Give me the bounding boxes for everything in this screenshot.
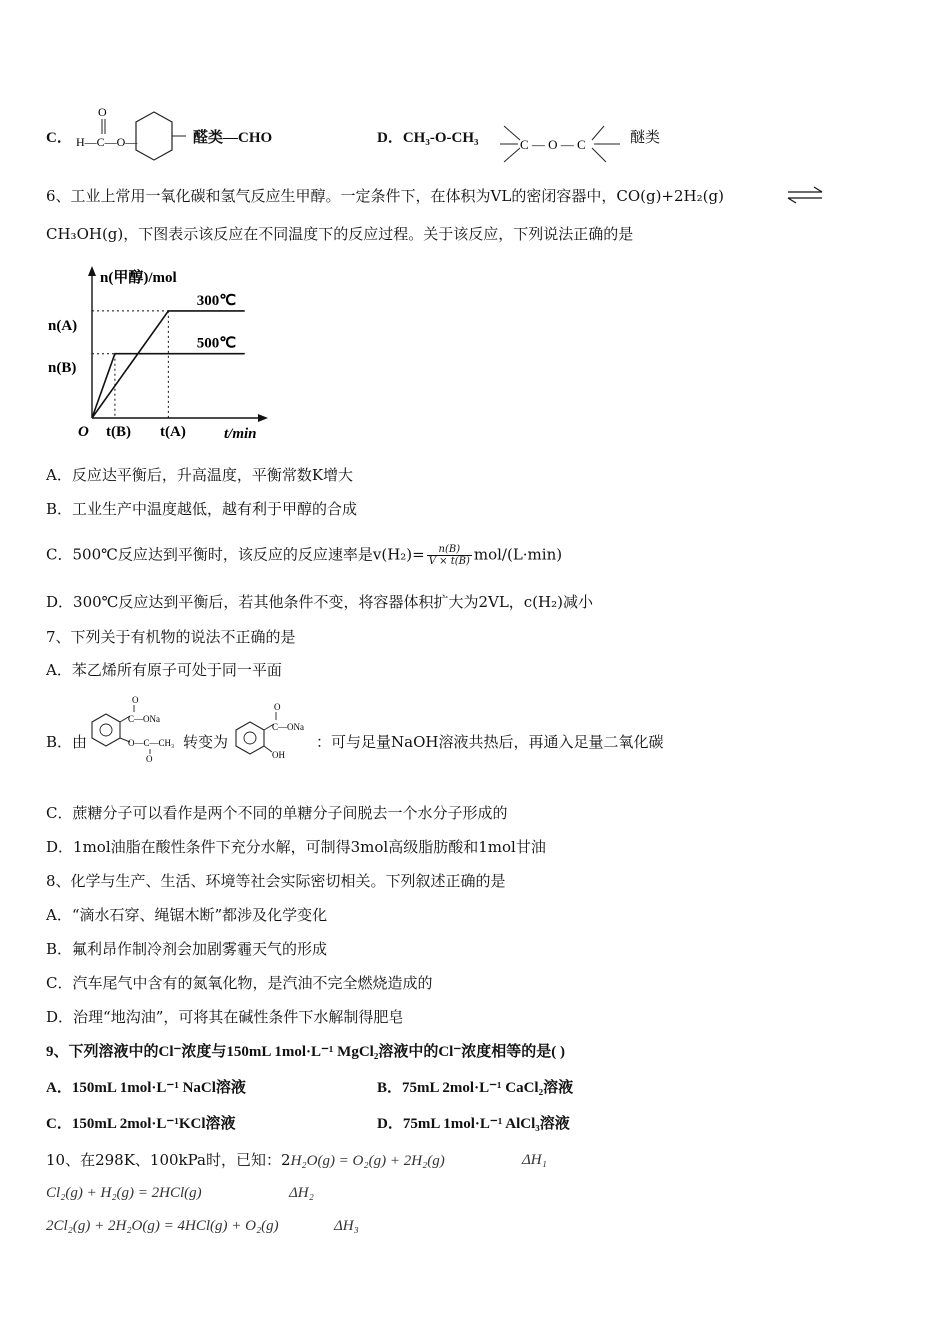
x-tick-t-b: t(B) — [106, 424, 131, 440]
q5-c-letter: C． — [46, 130, 72, 146]
formate-oxygen-label: O — [98, 105, 107, 119]
q6-option-c: C．500℃反应达到平衡时，该反应的反应速率是v(H₂)= $\frac{n(B)}{V \times t(B)}$ mol/(L·min) — [46, 544, 563, 567]
svg-text:O: O — [146, 754, 153, 764]
q10-dh3: ΔH₃ — [334, 1218, 359, 1234]
q8-option-a: A．“滴水石穿、绳锯木断”都涉及化学变化 — [46, 906, 328, 924]
q10-eq1: H₂O(g) = O₂(g) + 2H₂(g) — [290, 1153, 445, 1169]
q8-option-c: C．汽车尾气中含有的氮氧化物，是汽油不完全燃烧造成的 — [46, 974, 433, 992]
formate-structure-diagram — [72, 100, 192, 170]
y-axis-label: n(甲醇)/mol — [100, 270, 177, 286]
x-axis-arrow — [258, 414, 268, 422]
svg-text:O: O — [274, 702, 281, 712]
q7-option-d: D．1mol油脂在酸性条件下充分水解，可制得3mol高级脂肪酸和1mol甘油 — [46, 838, 546, 856]
q5-option-d — [377, 127, 479, 148]
q8-stem: 8、化学与生产、生活、环境等社会实际密切相关。下列叙述正确的是 — [46, 872, 506, 890]
q7-option-b-suffix: ：可与足量NaOH溶液共热后，再通入足量二氧化碳 — [316, 733, 664, 751]
q8-option-d: D．治理“地沟油”，可将其在碱性条件下水解制得肥皂 — [46, 1008, 404, 1026]
q6-option-d: D．300℃反应达到平衡后，若其他条件不变，将容器体积扩大为2VL，c(H₂)减小 — [46, 593, 593, 611]
rate-fraction: $\frac{n(B)}{V \times t(B)}$ — [428, 544, 470, 567]
q9-stem: 9、下列溶液中的Cl⁻浓度与150mL 1mol·L⁻¹ MgCl₂溶液中的Cl⁻浓度相等的是( ) — [46, 1044, 565, 1060]
x-tick-t-a: t(A) — [160, 424, 186, 440]
q10-eq2: Cl₂(g) + H₂(g) = 2HCl(g) — [46, 1185, 202, 1201]
equilibrium-arrow-icon — [786, 185, 826, 205]
q5-d-formula: CH₃-O-CH₃ — [402, 130, 479, 146]
svg-text:O: O — [132, 695, 139, 705]
q9-option-c: C．150mL 2mol·L⁻¹KCl溶液 — [46, 1116, 236, 1132]
y-tick-n-a: n(A) — [48, 318, 78, 334]
q8-option-b: B．氟利昂作制冷剂会加剧雾霾天气的形成 — [46, 940, 328, 958]
q5-c-label: 醛类—CHO — [193, 130, 273, 146]
q7-option-a: A．苯乙烯所有原子可处于同一平面 — [46, 661, 282, 679]
svg-text:C—ONa: C—ONa — [272, 722, 304, 732]
q10-dh2: ΔH₂ — [289, 1185, 314, 1201]
q6-stem-line2: CH₃OH(g)，下图表示该反应在不同温度下的反应过程。关于该反应，下列说法正确的是 — [46, 225, 634, 243]
svg-text:OH: OH — [272, 750, 285, 760]
methanol-chart — [44, 260, 284, 446]
q9-option-a: A．150mL 1mol·L⁻¹ NaCl溶液 — [46, 1080, 246, 1096]
q10-dh1: ΔH₁ — [522, 1152, 547, 1168]
q6-option-a: A．反应达平衡后，升高温度，平衡常数K增大 — [46, 466, 354, 484]
series-300c-label: 300℃ — [196, 292, 237, 309]
q5-d-letter: D． — [377, 130, 403, 146]
aspirin-sodium-structure — [88, 690, 184, 764]
y-tick-n-b: n(B) — [48, 360, 77, 376]
q5-d-label: 醚类 — [630, 128, 661, 146]
ether-chain-text: C — O — C — [520, 137, 586, 152]
q9-option-d: D．75mL 1mol·L⁻¹ AlCl₃溶液 — [377, 1116, 570, 1132]
q5-option-c — [46, 127, 72, 148]
q7-option-c: C．蔗糖分子可以看作是两个不同的单糖分子间脱去一个水分子形成的 — [46, 804, 508, 822]
q10-eq3: 2Cl₂(g) + 2H₂O(g) = 4HCl(g) + O₂(g) — [46, 1218, 279, 1234]
sodium-salicylate-structure — [232, 700, 318, 766]
formate-chain-text: H—C—O— — [76, 135, 138, 149]
x-axis-label: t/min — [224, 426, 257, 442]
origin-label: O — [78, 424, 89, 440]
q10-stem: 10、在298K、100kPa时，已知：2H₂O(g) = O₂(g) + 2H₂(g) — [46, 1151, 445, 1169]
svg-text:O—C—CH₃: O—C—CH₃ — [128, 738, 175, 748]
series-500c-label: 500℃ — [196, 335, 237, 352]
q6-option-b: B．工业生产中温度越低，越有利于甲醇的合成 — [46, 500, 358, 518]
q7-option-b-mid: 转变为 — [183, 733, 229, 751]
q7-stem: 7、下列关于有机物的说法不正确的是 — [46, 628, 296, 646]
svg-text:C—ONa: C—ONa — [128, 714, 160, 724]
ether-structure-diagram — [496, 118, 630, 168]
q7-option-b-prefix: B．由 — [46, 733, 88, 751]
y-axis-arrow — [88, 266, 96, 276]
q9-option-b: B．75mL 2mol·L⁻¹ CaCl₂溶液 — [377, 1080, 574, 1096]
q6-stem-line1: 6、工业上常用一氧化碳和氢气反应生甲醇。一定条件下，在体积为VL的密闭容器中，CO(g)+2H₂(g) — [46, 187, 724, 205]
